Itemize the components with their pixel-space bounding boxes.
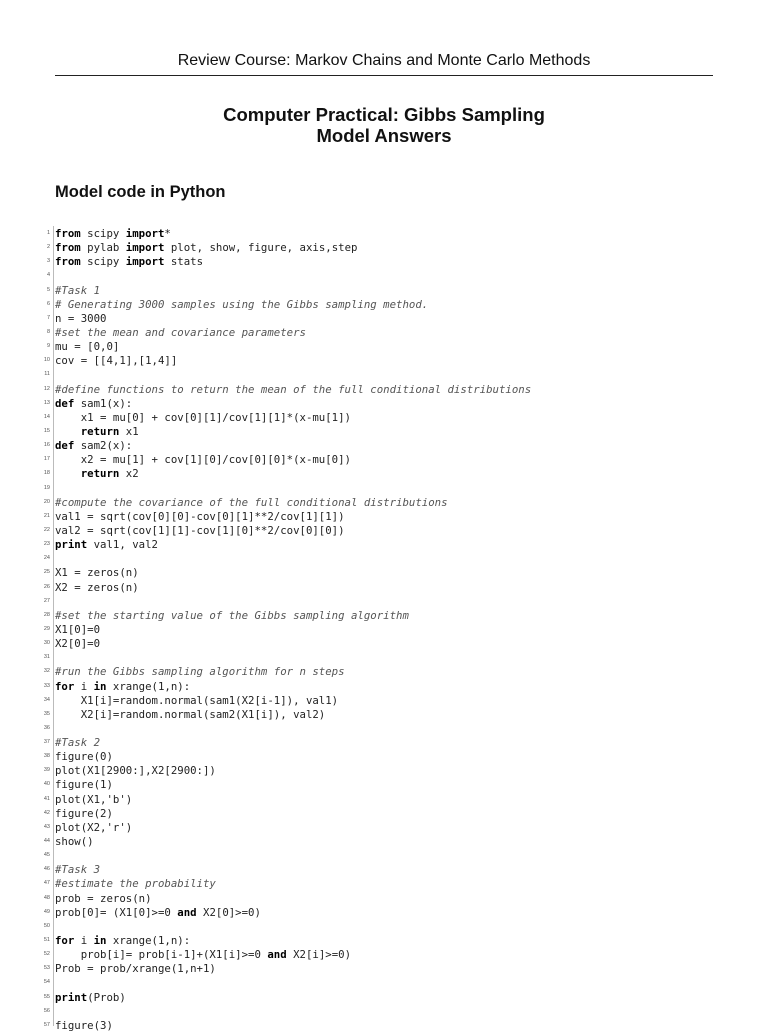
- code-token: plot(X1,'b'): [55, 792, 133, 806]
- line-number: 5: [46, 286, 50, 293]
- code-token: figure(3): [55, 1018, 113, 1032]
- line-number: 44: [43, 838, 50, 845]
- code-text: [55, 835, 94, 848]
- code-line: [0, 268, 768, 282]
- line-number: 52: [43, 951, 50, 958]
- code-keyword: print: [55, 538, 88, 552]
- code-line: [0, 862, 768, 876]
- code-token: i: [74, 934, 94, 948]
- line-number: 43: [43, 823, 50, 830]
- code-token: X1[i]=random.normal(sam1(X2[i-1]), val1): [55, 693, 339, 707]
- code-line: [0, 311, 768, 325]
- code-line: [0, 650, 768, 664]
- code-keyword: def: [55, 439, 75, 453]
- code-line: [0, 990, 768, 1004]
- running-header: Review Course: Markov Chains and Monte Carlo Methods: [177, 52, 591, 69]
- code-token: stats: [164, 255, 204, 269]
- code-line: [0, 636, 768, 650]
- code-text: [55, 948, 351, 961]
- code-line: [0, 1004, 768, 1018]
- code-line: [0, 820, 768, 834]
- line-number: 34: [43, 696, 50, 703]
- code-line: [0, 226, 768, 240]
- code-text: [55, 736, 100, 749]
- line-number: 49: [43, 908, 50, 915]
- code-keyword: import: [125, 255, 165, 269]
- line-number: 10: [43, 357, 50, 364]
- title-line-2: Model Answers: [316, 125, 452, 146]
- code-line: [0, 509, 768, 523]
- code-token: figure(0): [55, 750, 113, 764]
- code-text: [55, 255, 203, 268]
- line-number: 41: [43, 795, 50, 802]
- line-number: 21: [43, 512, 50, 519]
- code-token: n = 3000: [55, 311, 107, 325]
- line-number: 3: [46, 258, 50, 265]
- code-token: X2[0]=0: [55, 637, 101, 651]
- code-line: [0, 410, 768, 424]
- line-number: 57: [43, 1021, 50, 1028]
- code-token: prob[0]= (X1[0]>=0: [55, 905, 178, 919]
- code-line: [0, 693, 768, 707]
- code-text: [55, 665, 345, 678]
- code-text: [55, 609, 409, 622]
- line-number: 31: [43, 654, 50, 661]
- code-line: [0, 580, 768, 594]
- line-number: 37: [43, 739, 50, 746]
- code-comment: # Generating 3000 samples using the Gibbs sampling method.: [55, 297, 429, 311]
- line-number: 47: [43, 880, 50, 887]
- line-number: 4: [46, 272, 50, 279]
- code-text: [55, 694, 338, 707]
- code-text: [55, 524, 345, 537]
- code-line: [0, 608, 768, 622]
- code-comment: #Task 3: [55, 863, 101, 877]
- code-keyword: from: [55, 241, 81, 255]
- code-line: [0, 551, 768, 565]
- code-text: [55, 496, 448, 509]
- code-text: [55, 425, 139, 438]
- code-line: [0, 905, 768, 919]
- line-number: 15: [43, 427, 50, 434]
- code-keyword: in: [93, 934, 107, 948]
- code-comment: #set the mean and covariance parameters: [55, 325, 306, 339]
- line-number: 38: [43, 753, 50, 760]
- code-text: [55, 566, 139, 579]
- code-keyword: from: [55, 255, 81, 269]
- code-token: plot(X1[2900:],X2[2900:]): [55, 764, 216, 778]
- code-text: [55, 453, 351, 466]
- code-line: [0, 777, 768, 791]
- line-number: 42: [43, 809, 50, 816]
- code-line: [0, 679, 768, 693]
- code-text: [55, 637, 100, 650]
- code-text: [55, 877, 216, 890]
- code-token: xrange(1,n):: [106, 934, 191, 948]
- code-text: [55, 807, 113, 820]
- code-token: (Prob): [87, 990, 126, 1004]
- code-text: [55, 750, 113, 763]
- code-text: [55, 510, 345, 523]
- code-line: [0, 891, 768, 905]
- code-line: [0, 353, 768, 367]
- code-line: [0, 297, 768, 311]
- line-number: 33: [43, 682, 50, 689]
- line-number: 20: [43, 498, 50, 505]
- code-text: [55, 284, 100, 297]
- code-token: x2: [119, 467, 139, 481]
- code-keyword: import: [125, 227, 165, 240]
- code-keyword: in: [93, 679, 107, 693]
- title-line-1: Computer Practical: Gibbs Sampling: [223, 104, 545, 125]
- code-token: sam2(x):: [74, 439, 133, 453]
- header-rule: [55, 75, 713, 76]
- code-line: [0, 1018, 768, 1032]
- code-text: [55, 863, 100, 876]
- line-number: 25: [43, 569, 50, 576]
- code-token: val2 = sqrt(cov[1][1]-cov[1][0]**2/cov[0][0]): [55, 523, 345, 537]
- code-text: [55, 680, 190, 693]
- line-number: 24: [43, 555, 50, 562]
- code-line: [0, 424, 768, 438]
- code-text: [55, 538, 158, 551]
- code-comment: #compute the covariance of the full conditional distributions: [55, 495, 448, 509]
- document-title: [55, 104, 713, 146]
- code-text: [55, 991, 126, 1004]
- code-token: plot(X2,'r'): [55, 820, 133, 834]
- line-number: 45: [43, 852, 50, 859]
- code-text: [55, 312, 106, 325]
- line-number: 22: [43, 526, 50, 533]
- line-number: 8: [46, 328, 50, 335]
- code-line: [0, 452, 768, 466]
- code-line: [0, 735, 768, 749]
- code-keyword: return: [80, 424, 120, 438]
- code-line: [0, 763, 768, 777]
- code-text: [55, 467, 139, 480]
- code-comment: #estimate the probability: [55, 877, 216, 891]
- code-line: [0, 325, 768, 339]
- code-text: [55, 581, 139, 594]
- line-number: 16: [43, 442, 50, 449]
- code-line: [0, 537, 768, 551]
- code-line: [0, 975, 768, 989]
- code-comment: #Task 2: [55, 736, 101, 750]
- code-token: xrange(1,n):: [106, 679, 191, 693]
- code-line: [0, 382, 768, 396]
- code-text: [55, 354, 177, 367]
- code-line: [0, 961, 768, 975]
- code-line: [0, 876, 768, 890]
- line-number: 26: [43, 583, 50, 590]
- code-line: [0, 749, 768, 763]
- code-token: X2[0]>=0): [196, 905, 261, 919]
- line-number: 7: [46, 314, 50, 321]
- code-text: [55, 439, 132, 452]
- line-number: 19: [43, 484, 50, 491]
- code-line: [0, 339, 768, 353]
- code-keyword: from: [55, 227, 81, 240]
- line-number: 56: [43, 1007, 50, 1014]
- code-line: [0, 283, 768, 297]
- code-text: [55, 1019, 113, 1032]
- code-token: plot, show, figure, axis,step: [164, 241, 358, 255]
- line-number: 14: [43, 413, 50, 420]
- code-listing: [0, 226, 768, 1032]
- code-text: [55, 298, 428, 311]
- code-token: scipy: [80, 255, 126, 269]
- code-line: [0, 664, 768, 678]
- code-token: mu = [0,0]: [55, 340, 120, 354]
- code-line: [0, 933, 768, 947]
- code-text: [55, 778, 113, 791]
- code-keyword: and: [267, 948, 287, 962]
- code-token: cov = [[4,1],[1,4]]: [55, 354, 178, 368]
- code-keyword: import: [125, 241, 165, 255]
- code-line: [0, 438, 768, 452]
- code-line: [0, 240, 768, 254]
- code-text: [55, 397, 132, 410]
- code-token: [55, 425, 81, 438]
- code-text: [55, 227, 171, 240]
- code-line: [0, 594, 768, 608]
- line-number: 1: [46, 230, 50, 236]
- line-number: 27: [43, 597, 50, 604]
- code-token: x1 = mu[0] + cov[0][1]/cov[1][1]*(x-mu[1]): [55, 410, 351, 424]
- code-text: [55, 962, 216, 975]
- code-line: [0, 721, 768, 735]
- line-number: 51: [43, 937, 50, 944]
- code-token: val1 = sqrt(cov[0][0]-cov[0][1]**2/cov[1][1]): [55, 509, 345, 523]
- line-number: 30: [43, 640, 50, 647]
- line-number: 32: [43, 668, 50, 675]
- line-number: 29: [43, 625, 50, 632]
- code-text: [55, 383, 531, 396]
- code-token: x1: [119, 424, 139, 438]
- code-token: prob[i]= prob[i-1]+(X1[i]>=0: [55, 948, 268, 962]
- line-number: 35: [43, 710, 50, 717]
- code-token: Prob = prob/xrange(1,n+1): [55, 962, 216, 976]
- line-number: 28: [43, 611, 50, 618]
- code-text: [55, 411, 351, 424]
- code-text: [55, 793, 132, 806]
- code-token: show(): [55, 835, 94, 849]
- code-comment: #Task 1: [55, 283, 101, 297]
- code-text: [55, 821, 132, 834]
- line-number: 9: [46, 343, 50, 350]
- code-token: i: [74, 679, 94, 693]
- line-number: 54: [43, 979, 50, 986]
- code-token: X2[i]=random.normal(sam2(X1[i]), val2): [55, 707, 326, 721]
- code-keyword: for: [55, 679, 75, 693]
- code-text: [55, 892, 152, 905]
- code-token: X1[0]=0: [55, 622, 101, 636]
- code-line: [0, 806, 768, 820]
- code-token: scipy: [80, 227, 126, 240]
- code-token: pylab: [80, 241, 126, 255]
- line-number: 13: [43, 399, 50, 406]
- line-number: 17: [43, 456, 50, 463]
- code-line: [0, 565, 768, 579]
- code-text: [55, 934, 190, 947]
- code-token: *: [164, 227, 171, 240]
- code-keyword: return: [80, 467, 120, 481]
- code-text: [55, 764, 216, 777]
- code-line: [0, 495, 768, 509]
- line-number: 6: [46, 300, 50, 307]
- code-line: [0, 466, 768, 480]
- line-number: 48: [43, 894, 50, 901]
- code-line: [0, 481, 768, 495]
- line-number: 18: [43, 470, 50, 477]
- code-comment: #define functions to return the mean of the full conditional distributions: [55, 382, 532, 396]
- code-text: [55, 708, 325, 721]
- code-line: [0, 834, 768, 848]
- code-text: [55, 623, 100, 636]
- line-number: 36: [43, 724, 50, 731]
- code-line: [0, 622, 768, 636]
- code-comment: #set the starting value of the Gibbs sampling algorithm: [55, 608, 409, 622]
- code-line: [0, 367, 768, 381]
- code-keyword: print: [55, 990, 88, 1004]
- code-token: prob = zeros(n): [55, 891, 152, 905]
- code-text: [55, 241, 357, 254]
- code-line: [0, 523, 768, 537]
- code-line: [0, 396, 768, 410]
- line-number: 11: [44, 371, 50, 378]
- code-line: [0, 707, 768, 721]
- code-keyword: and: [177, 905, 197, 919]
- code-text: [55, 340, 119, 353]
- code-text: [55, 326, 306, 339]
- line-number: 46: [43, 866, 50, 873]
- code-token: [55, 467, 81, 480]
- line-number: 39: [43, 767, 50, 774]
- code-token: sam1(x):: [74, 396, 133, 410]
- code-text: [55, 906, 261, 919]
- code-keyword: def: [55, 396, 75, 410]
- code-line: [0, 919, 768, 933]
- line-number: 55: [43, 993, 50, 1000]
- line-number: 23: [43, 541, 50, 548]
- code-comment: #run the Gibbs sampling algorithm for n steps: [55, 665, 345, 679]
- line-number: 53: [43, 965, 50, 972]
- line-number: 2: [46, 244, 50, 251]
- code-line: [0, 947, 768, 961]
- code-token: figure(2): [55, 806, 113, 820]
- code-line: [0, 792, 768, 806]
- code-line: [0, 254, 768, 268]
- code-keyword: for: [55, 934, 75, 948]
- code-token: x2 = mu[1] + cov[1][0]/cov[0][0]*(x-mu[0]): [55, 453, 351, 467]
- code-token: figure(1): [55, 778, 113, 792]
- code-token: val1, val2: [87, 538, 158, 552]
- code-line: [0, 848, 768, 862]
- line-number: 12: [43, 385, 50, 392]
- code-token: X2[i]>=0): [286, 948, 352, 962]
- line-number: 40: [43, 781, 50, 788]
- code-token: X1 = zeros(n): [55, 566, 139, 580]
- line-number: 50: [43, 922, 50, 929]
- section-heading: Model code in Python: [55, 183, 226, 201]
- code-token: X2 = zeros(n): [55, 580, 139, 594]
